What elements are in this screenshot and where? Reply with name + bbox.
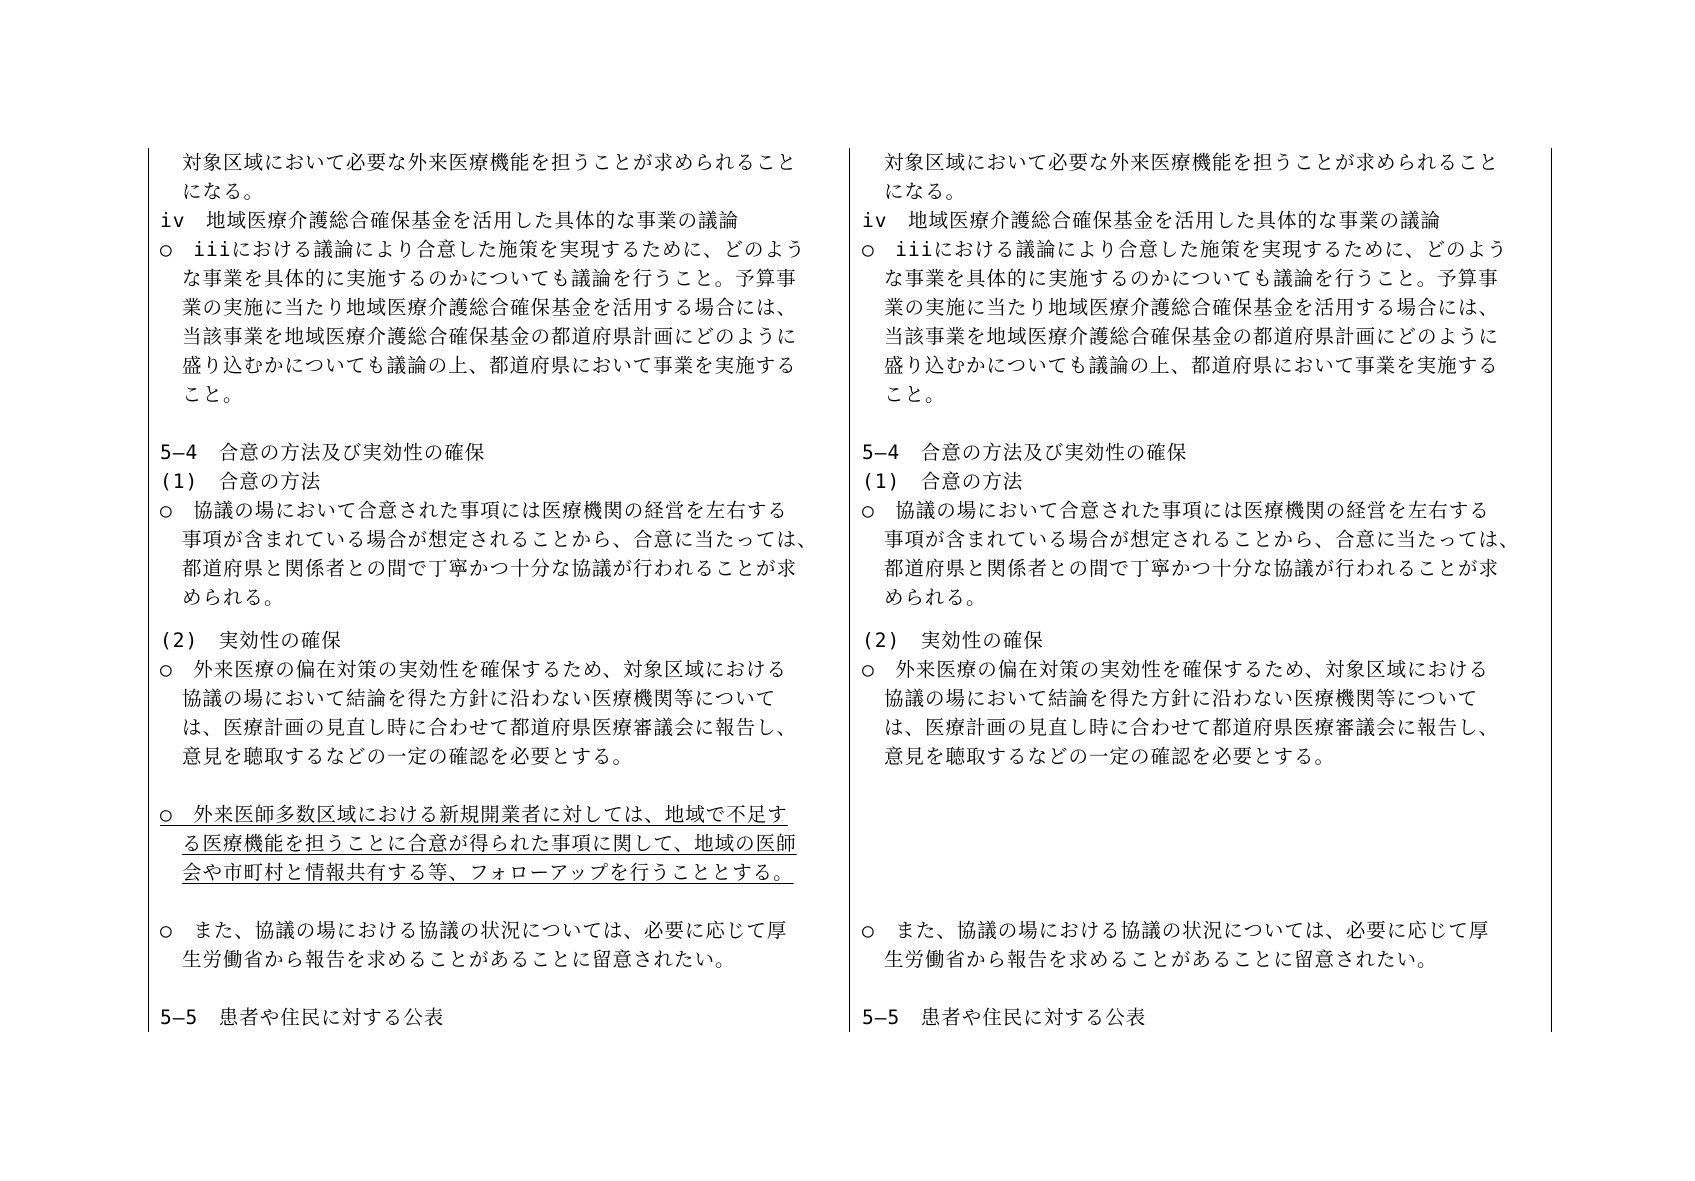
section-5-4-1-line-3: 都道府県と関係者との間で丁寧かつ十分な協議が行われることが求 <box>182 557 798 580</box>
intro-line-1: 対象区域において必要な外来医療機能を担うことが求められること <box>182 151 798 174</box>
section-5-4-heading: 5—4 合意の方法及び実効性の確保 <box>160 441 486 464</box>
also-paragraph-line-1: ○ また、協議の場における協議の状況については、必要に応じて厚 <box>862 919 1490 942</box>
section-5-5-heading: 5—5 患者や住民に対する公表 <box>862 1006 1147 1029</box>
section-5-4-2-heading: (2) 実効性の確保 <box>862 629 1044 652</box>
section-5-4-1-heading: (1) 合意の方法 <box>862 470 1024 493</box>
intro-line-2: になる。 <box>884 180 967 203</box>
current-text-column <box>862 148 1542 1032</box>
intro-line-1: 対象区域において必要な外来医療機能を担うことが求められること <box>884 151 1500 174</box>
section-iv-heading: iv 地域医療介護総合確保基金を活用した具体的な事業の議論 <box>862 209 1441 232</box>
section-5-4-1-line-3: 都道府県と関係者との間で丁寧かつ十分な協議が行われることが求 <box>884 557 1500 580</box>
section-5-4-1-line-1: ○ 協議の場において合意された事項には医療機関の経営を左右する <box>160 499 788 522</box>
section-iv-paragraph-line-2: な事業を具体的に実施するのかについても議論を行うこと。予算事 <box>182 267 797 290</box>
section-iv-paragraph-line-3: 業の実施に当たり地域医療介護総合確保基金を活用する場合には、 <box>182 296 798 319</box>
section-iv-paragraph-line-6: こと。 <box>182 383 244 406</box>
section-5-4-2-line-2: 協議の場において結論を得た方針に沿わない医療機関等について <box>884 687 1479 710</box>
section-5-4-2-heading: (2) 実効性の確保 <box>160 629 342 652</box>
revised-text-column <box>160 148 840 1032</box>
section-5-4-heading: 5—4 合意の方法及び実効性の確保 <box>862 441 1188 464</box>
section-5-4-1-line-4: められる。 <box>884 586 987 609</box>
new-paragraph-line-3: 会や市町村と情報共有する等、フォローアップを行うこととする。 <box>182 861 794 884</box>
section-5-4-2-line-4: 意見を聴取するなどの一定の確認を必要とする。 <box>884 745 1336 768</box>
section-5-4-1-line-4: められる。 <box>182 586 285 609</box>
section-iv-paragraph-line-1: ○ iiiにおける議論により合意した施策を実現するために、どのよう <box>862 238 1508 261</box>
intro-line-2: になる。 <box>182 180 265 203</box>
section-iv-paragraph-line-1: ○ iiiにおける議論により合意した施策を実現するために、どのよう <box>160 238 806 261</box>
section-5-4-2-line-3: は、医療計画の見直し時に合わせて都道府県医療審議会に報告し、 <box>182 716 798 739</box>
new-paragraph-line-1: ○ 外来医師多数区域における新規開業者に対しては、地域で不足す <box>160 803 788 826</box>
section-iv-paragraph-line-4: 当該事業を地域医療介護総合確保基金の都道府県計画にどのように <box>182 325 798 348</box>
section-5-4-2-line-1: ○ 外来医療の偏在対策の実効性を確保するため、対象区域における <box>160 658 787 681</box>
new-paragraph-line-2: る医療機能を担うことに合意が得られた事項に関して、地域の医師 <box>182 832 797 855</box>
section-5-4-1-line-2: 事項が含まれている場合が想定されることから、合意に当たっては、 <box>884 528 1520 551</box>
section-iv-paragraph-line-6: こと。 <box>884 383 946 406</box>
section-iv-heading: iv 地域医療介護総合確保基金を活用した具体的な事業の議論 <box>160 209 739 232</box>
also-paragraph-line-2: 生労働省から報告を求めることがあることに留意されたい。 <box>884 948 1438 971</box>
section-iv-paragraph-line-2: な事業を具体的に実施するのかについても議論を行うこと。予算事 <box>884 267 1499 290</box>
empty-space-for-new-paragraph <box>862 800 1542 887</box>
section-5-5-heading: 5—5 患者や住民に対する公表 <box>160 1006 445 1029</box>
section-iv-paragraph-line-5: 盛り込むかについても議論の上、都道府県において事業を実施する <box>884 354 1499 377</box>
section-iv-paragraph-line-4: 当該事業を地域医療介護総合確保基金の都道府県計画にどのように <box>884 325 1500 348</box>
section-iv-paragraph-line-3: 業の実施に当たり地域医療介護総合確保基金を活用する場合には、 <box>884 296 1500 319</box>
section-5-4-2-line-3: は、医療計画の見直し時に合わせて都道府県医療審議会に報告し、 <box>884 716 1500 739</box>
column-divider <box>849 148 850 1032</box>
section-5-4-2-line-4: 意見を聴取するなどの一定の確認を必要とする。 <box>182 745 634 768</box>
section-5-4-1-line-2: 事項が含まれている場合が想定されることから、合意に当たっては、 <box>182 528 818 551</box>
also-paragraph-line-2: 生労働省から報告を求めることがあることに留意されたい。 <box>182 948 736 971</box>
section-5-4-1-line-1: ○ 協議の場において合意された事項には医療機関の経営を左右する <box>862 499 1490 522</box>
section-5-4-2-line-2: 協議の場において結論を得た方針に沿わない医療機関等について <box>182 687 777 710</box>
section-5-4-1-heading: (1) 合意の方法 <box>160 470 322 493</box>
also-paragraph-line-1: ○ また、協議の場における協議の状況については、必要に応じて厚 <box>160 919 788 942</box>
section-5-4-2-line-1: ○ 外来医療の偏在対策の実効性を確保するため、対象区域における <box>862 658 1489 681</box>
section-iv-paragraph-line-5: 盛り込むかについても議論の上、都道府県において事業を実施する <box>182 354 797 377</box>
